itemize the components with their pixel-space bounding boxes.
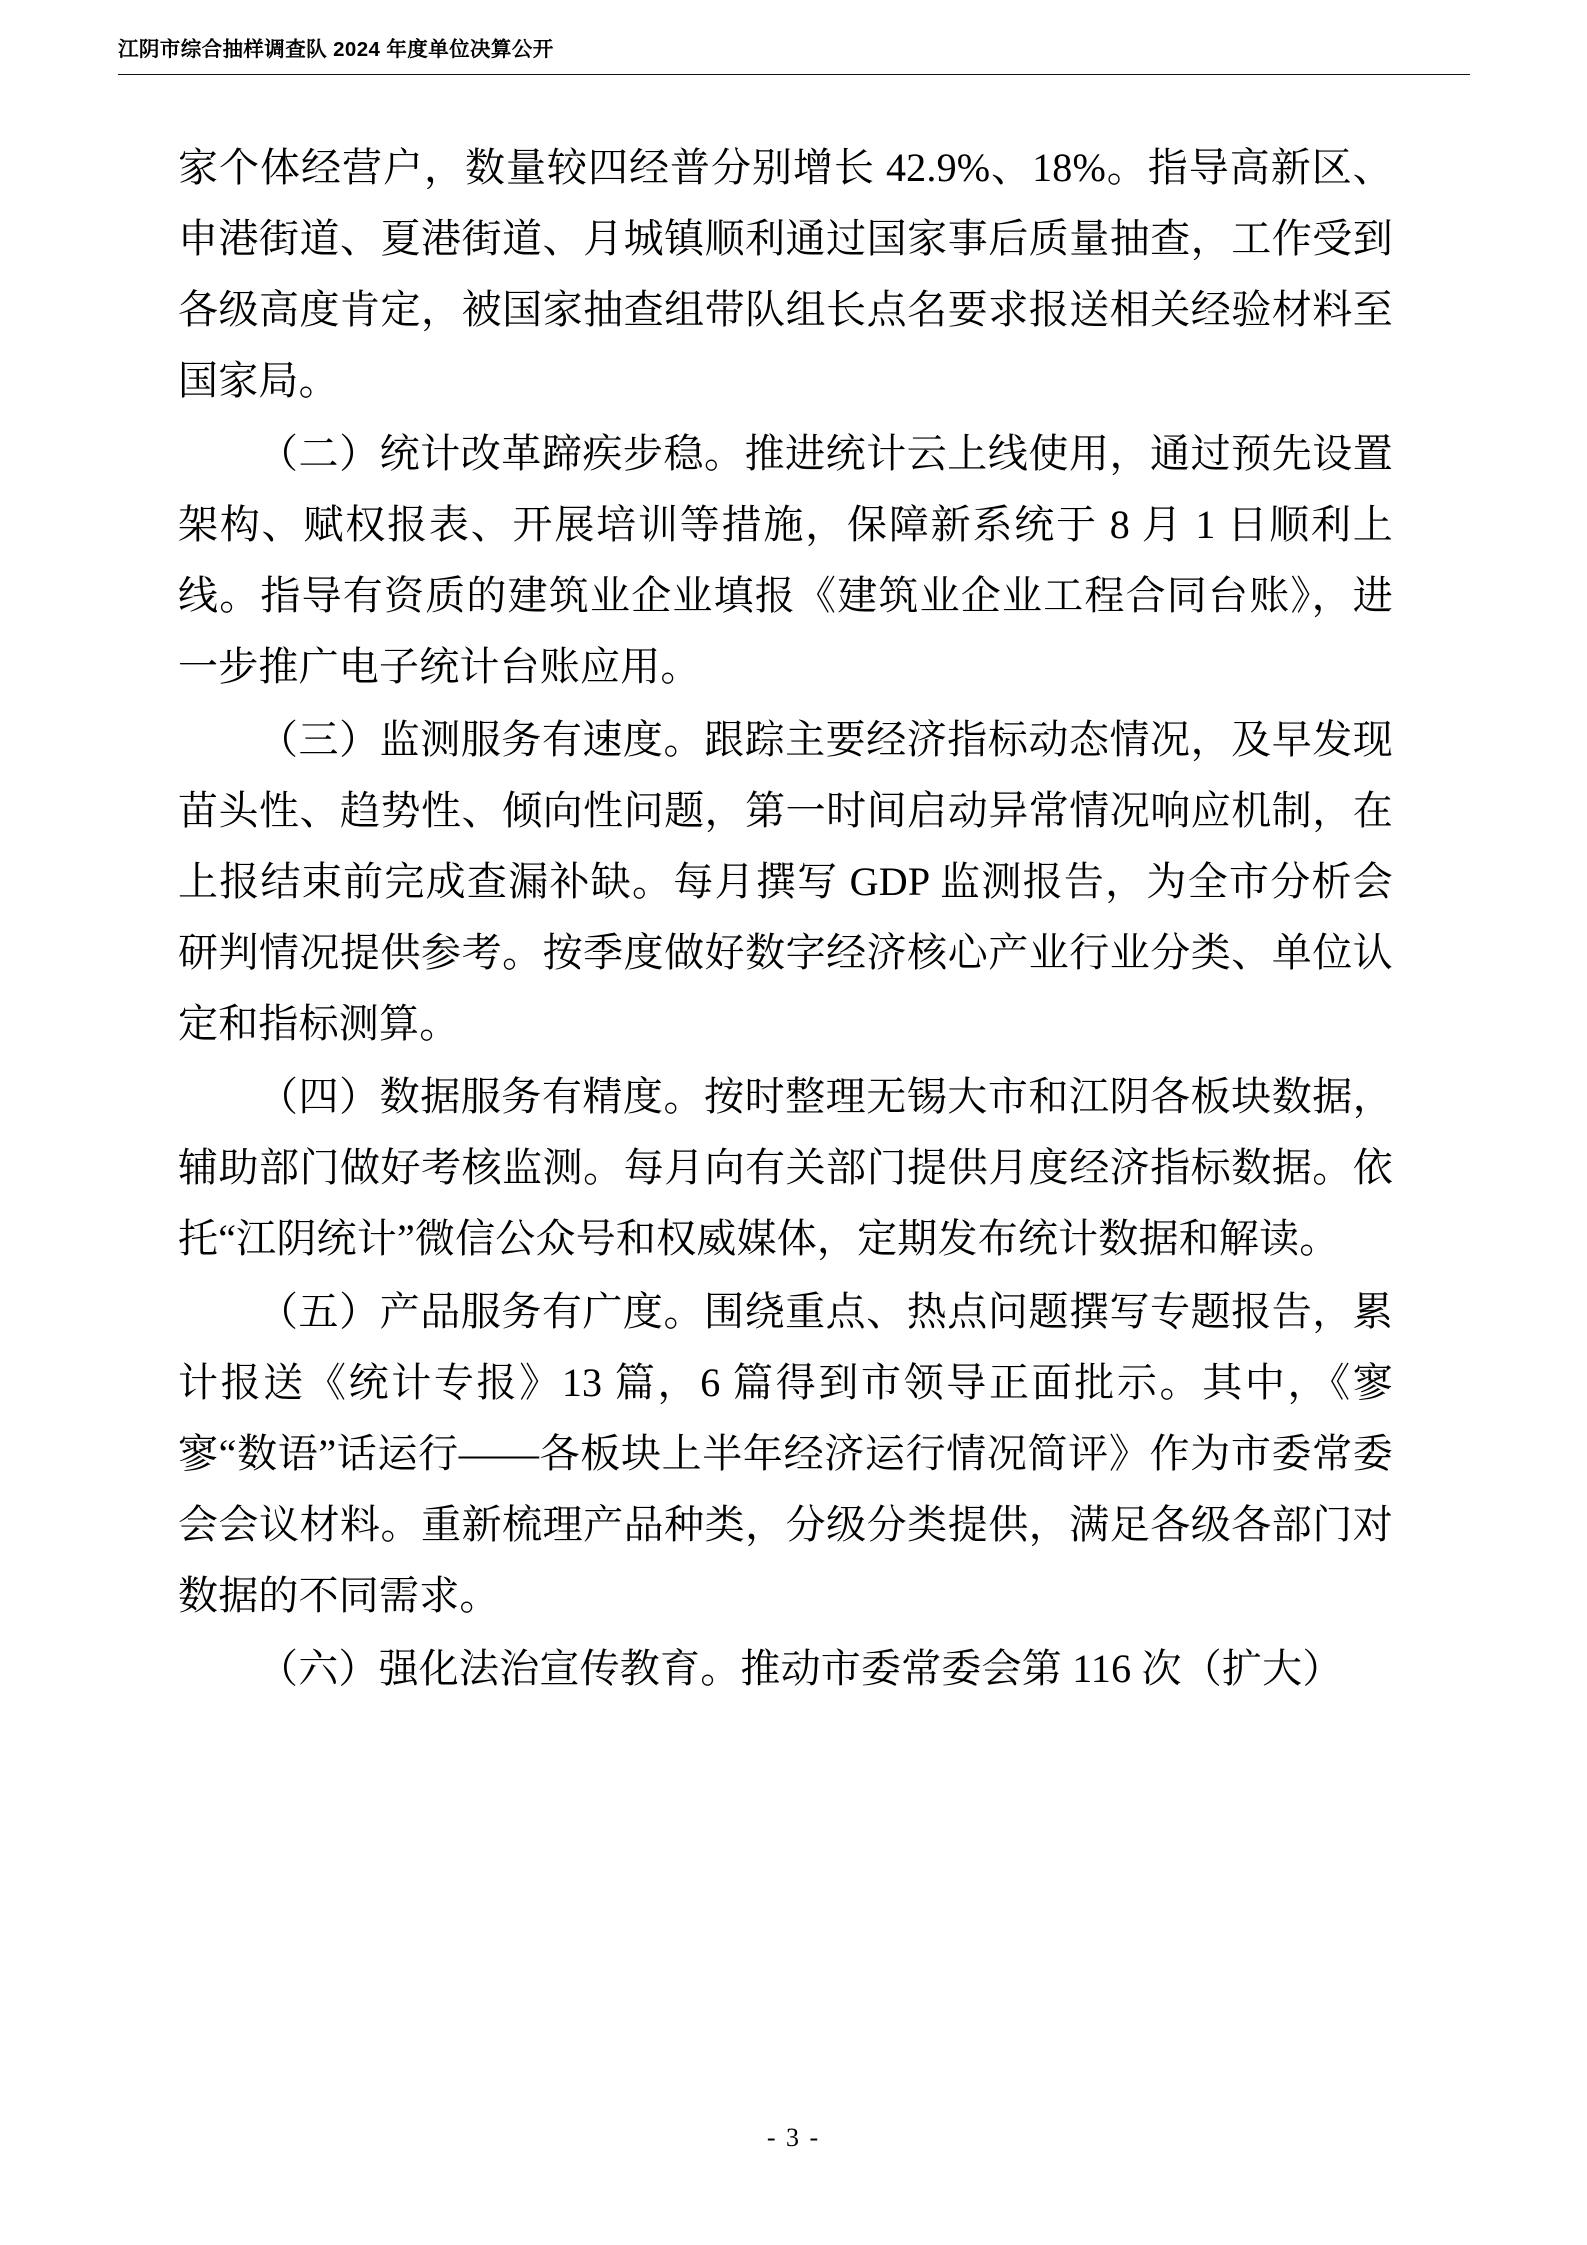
header-divider — [118, 74, 1470, 75]
header-title: 江阴市综合抽样调查队 2024 年度单位决算公开 — [118, 38, 554, 61]
paragraph-section-2: （二）统计改革蹄疾步稳。推进统计云上线使用，通过预先设置架构、赋权报表、开展培训等措施，保障新系统于 8 月 1 日顺利上线。指导有资质的建筑业企业填报《建筑业企业工程合同台账》，进一步推广电子统计台账应用。 — [178, 431, 1393, 689]
paragraph-section-4: （四）数据服务有精度。按时整理无锡大市和江阴各板块数据，辅助部门做好考核监测。每月向有关部门提供月度经济指标数据。依托“江阴统计”微信公众号和权威媒体，定期发布统计数据和解读。 — [178, 1074, 1393, 1261]
paragraph-section-5: （五）产品服务有广度。围绕重点、热点问题撰写专题报告，累计报送《统计专报》13 篇，6 篇得到市领导正面批示。其中，《寥寥“数语”话运行——各板块上半年经济运行情况简评》作为市委常委会会议材料。重新梳理产品种类，分级分类提供，满足各级各部门对数据的不同需求。 — [178, 1289, 1393, 1618]
paragraph-section-3: （三）监测服务有速度。跟踪主要经济指标动态情况，及早发现苗头性、趋势性、倾向性问题，第一时间启动异常情况响应机制，在上报结束前完成查漏补缺。每月撰写 GDP 监测报告，为全市分析会研判情况提供参考。按季度做好数字经济核心产业行业分类、单位认定和指标测算。 — [178, 717, 1393, 1046]
document-body — [178, 132, 1393, 1706]
page-number: - 3 - — [766, 2123, 821, 2152]
paragraph-continued: 家个体经营户，数量较四经普分别增长 42.9%、18%。指导高新区、申港街道、夏港街道、月城镇顺利通过国家事后质量抽查，工作受到各级高度肯定，被国家抽查组带队组长点名要求报送相关经验材料至国家局。 — [178, 145, 1393, 403]
paragraph-section-6: （六）强化法治宣传教育。推动市委常委会第 116 次（扩大） — [258, 1646, 1343, 1691]
page-header — [118, 38, 1470, 75]
